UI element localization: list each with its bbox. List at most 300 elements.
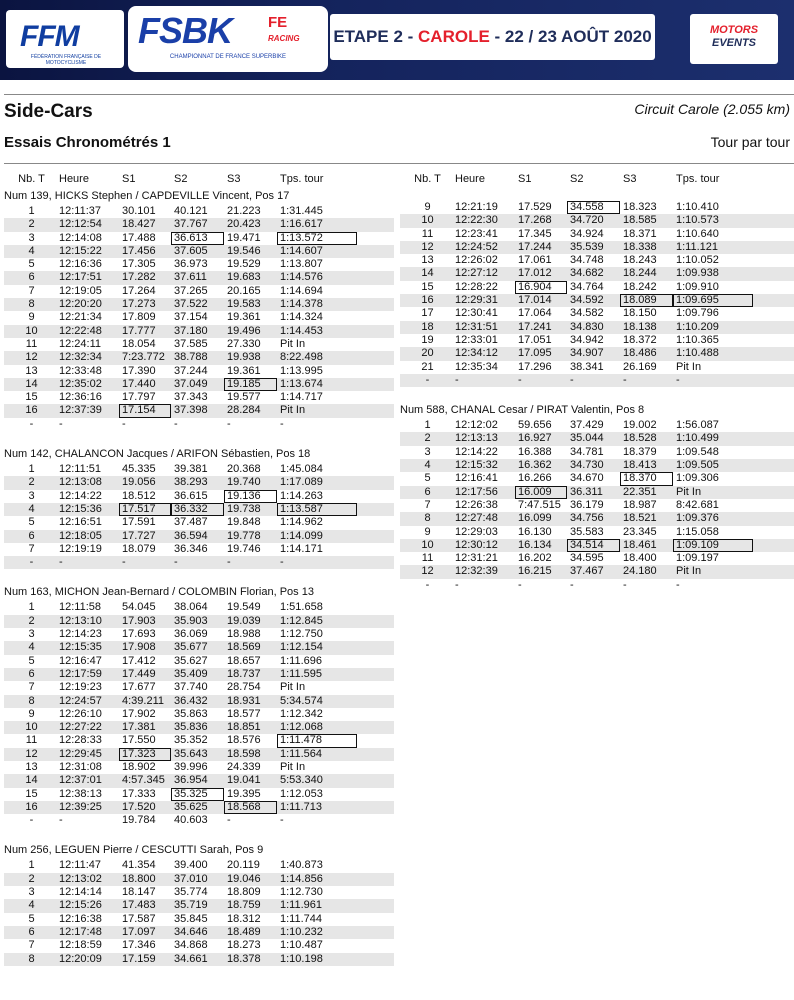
- lap-cell: 12:16:51: [59, 516, 102, 529]
- lap-cell: 4:57.345: [122, 774, 165, 787]
- lap-cell: 19.002: [623, 419, 657, 432]
- lap-cell: 5:53.340: [280, 774, 323, 787]
- lap-cell: 18.598: [227, 747, 261, 760]
- lap-cell: 6: [28, 529, 35, 542]
- lap-cell: 12:18:05: [59, 529, 102, 542]
- lap-cell: 12:15:26: [59, 899, 102, 912]
- lap-row: [4, 628, 394, 641]
- lap-cell: 12:13:10: [59, 614, 102, 627]
- lap-cell: -: [280, 417, 284, 430]
- lap-row: [400, 334, 794, 347]
- lap-cell: 16.266: [518, 472, 552, 485]
- lap-cell: 39.400: [174, 859, 208, 872]
- lap-cell: 17.777: [122, 324, 156, 337]
- lap-row: [400, 347, 794, 360]
- lap-cell: 37.010: [174, 872, 208, 885]
- lap-row: [400, 472, 794, 485]
- lap-cell: 18.150: [623, 307, 657, 320]
- lap-cell: 12: [25, 351, 38, 364]
- lap-cell: 7: [28, 542, 35, 555]
- lap-row: [4, 298, 394, 311]
- lap-cell: 37.585: [174, 337, 208, 350]
- group-spacer: [4, 827, 394, 842]
- lap-row: [4, 258, 394, 271]
- lap-cell: 12:27:48: [455, 512, 498, 525]
- lap-row: [400, 267, 794, 280]
- lap-cell: 35.409: [174, 667, 208, 680]
- competitor-title: Num 256, LEGUEN Pierre / CESCUTTI Sarah, Pos 9: [4, 844, 264, 857]
- stage-number: ETAPE 2 -: [333, 27, 419, 46]
- lap-cell: 12:26:02: [455, 254, 498, 267]
- lap-cell: 12:21:19: [455, 201, 498, 213]
- lap-cell: -: [676, 578, 680, 591]
- lap-cell: 15: [25, 391, 38, 404]
- lap-cell: -: [570, 373, 574, 386]
- top-rule: [4, 94, 794, 95]
- lap-cell: 18.486: [623, 347, 657, 360]
- lap-cell: -: [518, 578, 522, 591]
- lap-cell: 1:16.617: [280, 218, 323, 231]
- lap-cell: 10: [25, 721, 38, 734]
- lap-cell: 17.095: [518, 347, 552, 360]
- lap-cell: 19.395: [227, 787, 261, 800]
- lap-cell: 35.627: [174, 654, 208, 667]
- lap-cell: 19.784: [122, 814, 156, 827]
- lap-cell: 17.051: [518, 333, 552, 346]
- lap-cell: 15: [421, 280, 434, 293]
- lap-cell: 1:12.750: [280, 628, 323, 641]
- lap-cell: 12:17:56: [455, 485, 498, 498]
- lap-cell: 36.332: [171, 503, 224, 516]
- lap-row: [4, 708, 394, 721]
- lap-cell: 45.335: [122, 463, 156, 476]
- lap-cell: 12:35:34: [455, 360, 498, 373]
- lap-cell: 34.582: [570, 307, 604, 320]
- lap-cell: 1:12.053: [280, 787, 323, 800]
- column-header: Tps. tour: [280, 173, 324, 186]
- lap-cell: 17.296: [518, 360, 552, 373]
- lap-row: [4, 245, 394, 258]
- lap-cell: 6: [28, 271, 35, 284]
- lap-cell: 12:23:41: [455, 227, 498, 240]
- lap-cell: 12:24:52: [455, 240, 498, 253]
- lap-cell: 12:24:11: [59, 337, 102, 350]
- lap-row: [400, 499, 794, 512]
- lap-cell: 4: [28, 641, 35, 654]
- lap-cell: 15: [25, 787, 38, 800]
- lap-cell: Pit In: [280, 404, 306, 417]
- lap-cell: 18.400: [623, 552, 657, 565]
- lap-cell: 1:09.695: [673, 294, 753, 307]
- lap-row: [4, 814, 394, 827]
- lap-cell: 4: [28, 244, 35, 257]
- lap-cell: 1:12.342: [280, 707, 323, 720]
- lap-cell: 12:15:32: [455, 459, 498, 472]
- lap-row: [400, 361, 794, 374]
- lap-row: [4, 655, 394, 668]
- lap-row: [400, 446, 794, 459]
- lap-cell: 34.756: [570, 512, 604, 525]
- lap-cell: 12:32:39: [455, 565, 498, 578]
- lap-cell: 1:09.548: [676, 445, 719, 458]
- lap-cell: 5: [28, 258, 35, 271]
- lap-cell: 12:11:47: [59, 859, 102, 872]
- lap-cell: 18.569: [227, 641, 261, 654]
- lap-cell: 14: [25, 377, 38, 390]
- lap-cell: 34.781: [570, 445, 604, 458]
- lap-cell: 1:11.713: [280, 800, 323, 813]
- lap-cell: 17.273: [122, 298, 156, 311]
- motors-word: MOTORS: [709, 24, 759, 36]
- lap-cell: Pit In: [280, 760, 306, 773]
- lap-cell: 17.064: [518, 307, 552, 320]
- lap-cell: 17.727: [122, 529, 156, 542]
- lap-cell: 17.390: [122, 364, 156, 377]
- lap-cell: 1:51.658: [280, 601, 323, 614]
- lap-row: [400, 214, 794, 227]
- lap-row: [4, 271, 394, 284]
- lap-cell: 1:10.499: [676, 432, 719, 445]
- lap-cell: 1:10.052: [676, 254, 719, 267]
- lap-cell: 1:12.068: [280, 721, 323, 734]
- lap-row: [4, 516, 394, 529]
- lap-row: [4, 338, 394, 351]
- lap-cell: 1:12.845: [280, 614, 323, 627]
- fsbk-logo-subtitle: CHAMPIONNAT DE FRANCE SUPERBIKE: [169, 54, 287, 60]
- lap-row: [4, 556, 394, 569]
- event-stage-label: [330, 14, 655, 60]
- lap-cell: 12:14:22: [455, 445, 498, 458]
- lap-cell: 8: [28, 952, 35, 965]
- lap-cell: 1: [28, 463, 35, 476]
- lap-cell: 12:34:12: [455, 347, 498, 360]
- page-title: Side-Cars: [4, 101, 93, 122]
- lap-cell: 1:14.171: [280, 542, 323, 555]
- lap-cell: 19.738: [227, 502, 261, 515]
- lap-cell: -: [623, 373, 627, 386]
- session-title: Essais Chronométrés 1: [4, 134, 171, 151]
- lap-cell: 34.646: [174, 925, 208, 938]
- lap-cell: 12:36:16: [59, 391, 102, 404]
- lap-cell: 12:13:13: [455, 432, 498, 445]
- lap-cell: 1:09.109: [673, 539, 753, 552]
- lap-cell: 1: [28, 601, 35, 614]
- lap-cell: 18.089: [620, 294, 673, 307]
- lap-cell: 1:09.376: [676, 512, 719, 525]
- lap-cell: 12:31:08: [59, 760, 102, 773]
- lap-row: [4, 378, 394, 391]
- header-banner: [0, 0, 794, 80]
- lap-cell: 19.046: [227, 872, 261, 885]
- lap-cell: 12:16:38: [59, 912, 102, 925]
- lap-cell: 34.592: [570, 294, 604, 307]
- lap-cell: 18.512: [122, 489, 156, 502]
- lap-cell: 36.179: [570, 498, 604, 511]
- lap-cell: 34.595: [570, 552, 604, 565]
- lap-cell: 37.467: [570, 565, 604, 578]
- lap-cell: 2: [28, 218, 35, 231]
- lap-cell: 19.136: [224, 490, 277, 503]
- lap-cell: 12:22:30: [455, 214, 498, 227]
- lap-cell: 18.737: [227, 667, 261, 680]
- lap-cell: 12:32:34: [59, 351, 102, 364]
- lap-cell: 1:15.058: [676, 525, 719, 538]
- lap-cell: 13: [25, 364, 38, 377]
- lap-cell: 12:26:10: [59, 707, 102, 720]
- lap-cell: 37.265: [174, 284, 208, 297]
- lap-row: [4, 503, 394, 516]
- lap-cell: 1:14.378: [280, 298, 323, 311]
- lap-cell: 12:19:05: [59, 284, 102, 297]
- lap-cell: 16.099: [518, 512, 552, 525]
- lap-cell: 36.311: [570, 485, 603, 498]
- lap-cell: 28.284: [227, 404, 261, 417]
- lap-cell: 4: [28, 502, 35, 515]
- lap-cell: 18.372: [623, 333, 657, 346]
- lap-cell: 36.594: [174, 529, 208, 542]
- lap-cell: 1:11.478: [277, 734, 357, 747]
- lap-cell: 19.361: [227, 311, 261, 324]
- lap-cell: -: [29, 417, 34, 430]
- lap-cell: 1:09.910: [676, 280, 719, 293]
- lap-cell: 16: [25, 800, 38, 813]
- lap-cell: 12:28:22: [455, 280, 498, 293]
- lap-cell: 1:10.209: [676, 320, 719, 333]
- lap-cell: 18.323: [623, 201, 657, 213]
- lap-cell: 37.605: [174, 244, 208, 257]
- lap-row: [4, 913, 394, 926]
- lap-row: [4, 404, 394, 417]
- lap-cell: 11: [25, 337, 38, 350]
- lap-cell: 2: [28, 872, 35, 885]
- lap-cell: 34.942: [570, 333, 604, 346]
- lap-cell: 18.800: [122, 872, 156, 885]
- lap-cell: 17.908: [122, 641, 156, 654]
- lap-cell: 12:16:47: [59, 654, 102, 667]
- lap-cell: 19.577: [227, 391, 261, 404]
- lap-cell: 16.134: [518, 538, 552, 551]
- lap-cell: 19.746: [227, 542, 261, 555]
- motors-events-logo: [690, 14, 778, 64]
- lap-cell: 18.577: [227, 707, 261, 720]
- lap-cell: 27.330: [227, 337, 261, 350]
- lap-cell: 12:20:20: [59, 298, 102, 311]
- lap-cell: 12:19:23: [59, 681, 102, 694]
- lap-cell: 18.379: [623, 445, 657, 458]
- lap-cell: 18.312: [227, 912, 261, 925]
- lap-cell: 1:11.961: [280, 899, 323, 912]
- lap-cell: 1:12.154: [280, 641, 323, 654]
- lap-cell: 16: [25, 404, 38, 417]
- lap-row: [400, 281, 794, 294]
- group-spacer: [4, 569, 394, 584]
- lap-cell: 23.345: [623, 525, 657, 538]
- lap-cell: Pit In: [676, 485, 702, 498]
- lap-row: [4, 899, 394, 912]
- lap-cell: 59.656: [518, 419, 552, 432]
- lap-cell: 34.661: [174, 952, 208, 965]
- lap-cell: 4:39.211: [122, 694, 165, 707]
- lap-cell: 17.061: [518, 254, 552, 267]
- lap-cell: -: [570, 578, 574, 591]
- lap-cell: 14: [421, 267, 434, 280]
- lap-cell: 12: [421, 240, 434, 253]
- lap-cell: 1:14.962: [280, 516, 323, 529]
- lap-cell: 1:10.410: [676, 201, 719, 213]
- lap-cell: 1:17.089: [280, 476, 323, 489]
- lap-row: [4, 859, 394, 872]
- lap-row: [4, 788, 394, 801]
- lap-row: [400, 486, 794, 499]
- lap-cell: 12:11:58: [59, 601, 102, 614]
- lap-cell: 7: [424, 498, 431, 511]
- lap-cell: 9: [424, 525, 431, 538]
- lap-row: [4, 601, 394, 614]
- lap-cell: 34.720: [570, 214, 604, 227]
- lap-cell: 1:13.587: [277, 503, 357, 516]
- lap-cell: 2: [424, 432, 431, 445]
- lap-cell: 12:15:36: [59, 502, 102, 515]
- lap-cell: 54.045: [122, 601, 156, 614]
- lap-cell: 19: [421, 333, 434, 346]
- lap-row: [4, 668, 394, 681]
- lap-cell: 18.759: [227, 899, 261, 912]
- lap-cell: 41.354: [122, 859, 156, 872]
- lap-cell: 5: [28, 516, 35, 529]
- lap-cell: 12:14:22: [59, 489, 102, 502]
- lap-cell: 18.370: [620, 472, 673, 485]
- lap-cell: 8: [28, 298, 35, 311]
- group-spacer: [400, 387, 794, 402]
- column-header: Nb. T: [414, 173, 441, 186]
- lap-row: [400, 241, 794, 254]
- lap-cell: 34.830: [570, 320, 604, 333]
- lap-cell: 19.549: [227, 601, 261, 614]
- lap-cell: 22.351: [623, 485, 657, 498]
- fsbk-logo-text: FSBK: [138, 10, 232, 51]
- lap-cell: 8: [28, 694, 35, 707]
- lap-cell: 36.954: [174, 774, 208, 787]
- lap-cell: 10: [421, 214, 434, 227]
- column-header: Nb. T: [18, 173, 45, 186]
- lap-cell: Pit In: [280, 337, 306, 350]
- lap-cell: 11: [421, 227, 434, 240]
- lap-cell: 1:10.573: [676, 214, 719, 227]
- column-header: S1: [122, 173, 136, 186]
- lap-cell: 1:14.576: [280, 271, 323, 284]
- lap-cell: 5: [28, 912, 35, 925]
- lap-row: [400, 419, 794, 432]
- lap-cell: 1:56.087: [676, 419, 719, 432]
- ffm-logo: [6, 10, 124, 68]
- lap-cell: 1:13.674: [280, 377, 323, 390]
- lap-cell: 9: [28, 311, 35, 324]
- lap-cell: 24.339: [227, 760, 261, 773]
- lap-cell: 10: [421, 538, 434, 551]
- lap-cell: -: [174, 417, 178, 430]
- lap-cell: 6: [28, 925, 35, 938]
- lap-cell: 18.371: [623, 227, 657, 240]
- lap-row: [400, 565, 794, 578]
- lap-cell: 17.591: [122, 516, 156, 529]
- lap-cell: 12:20:09: [59, 952, 102, 965]
- lap-cell: 6: [28, 667, 35, 680]
- lap-cell: -: [227, 814, 231, 827]
- column-header: S3: [623, 173, 637, 186]
- lap-cell: 19.848: [227, 516, 261, 529]
- lap-cell: 12:31:21: [455, 552, 498, 565]
- lap-cell: 38.064: [174, 601, 208, 614]
- lap-cell: 17.902: [122, 707, 156, 720]
- lap-cell: 12:39:25: [59, 800, 102, 813]
- lap-cell: 12:17:48: [59, 925, 102, 938]
- lap-cell: 28.754: [227, 681, 261, 694]
- lap-cell: 1:31.445: [280, 205, 323, 217]
- lap-cell: 18.079: [122, 542, 156, 555]
- lap-cell: -: [59, 417, 63, 430]
- lap-cell: 12:17:51: [59, 271, 102, 284]
- lap-cell: 37.487: [174, 516, 208, 529]
- lap-cell: 12:19:19: [59, 542, 102, 555]
- lap-cell: -: [280, 556, 284, 569]
- lap-cell: 37.049: [174, 377, 208, 390]
- lap-cell: 12:38:13: [59, 787, 102, 800]
- lap-cell: 35.325: [171, 788, 224, 801]
- lap-cell: 38.293: [174, 476, 208, 489]
- lap-cell: 12:12:54: [59, 218, 102, 231]
- lap-cell: 34.682: [570, 267, 604, 280]
- lap-cell: 4: [424, 459, 431, 472]
- lap-row: [4, 886, 394, 899]
- lap-cell: 18.378: [227, 952, 261, 965]
- lap-row: [4, 490, 394, 503]
- lap-cell: 17.903: [122, 614, 156, 627]
- column-header: Tps. tour: [676, 173, 720, 186]
- lap-cell: 13: [421, 254, 434, 267]
- lap-cell: 11: [25, 734, 38, 747]
- lap-cell: 34.670: [570, 472, 604, 485]
- lap-cell: 20.368: [227, 463, 261, 476]
- lap-cell: 37.740: [174, 681, 208, 694]
- lap-cell: 12:30:12: [455, 538, 498, 551]
- lap-cell: 19.938: [227, 351, 261, 364]
- lap-cell: 12:14:08: [59, 231, 102, 244]
- lap-cell: 12:28:33: [59, 734, 102, 747]
- lap-cell: 40.603: [174, 814, 208, 827]
- lap-cell: 35.719: [174, 899, 208, 912]
- lap-cell: 36.973: [174, 258, 208, 271]
- lap-cell: 1:11.696: [280, 654, 323, 667]
- lap-cell: 1:13.995: [280, 364, 323, 377]
- lap-cell: 34.730: [570, 459, 604, 472]
- lap-cell: 19.546: [227, 244, 261, 257]
- lap-cell: 8:42.681: [676, 498, 719, 511]
- lap-cell: 17.323: [119, 748, 171, 761]
- lap-cell: 34.514: [567, 539, 620, 552]
- lap-cell: 8: [424, 512, 431, 525]
- lap-cell: 18.585: [623, 214, 657, 227]
- lap-cell: Pit In: [280, 681, 306, 694]
- lap-cell: 10: [25, 324, 38, 337]
- lap-row: [400, 321, 794, 334]
- stage-circuit: CAROLE: [418, 27, 490, 46]
- lap-cell: 1:10.640: [676, 227, 719, 240]
- lap-cell: 18.851: [227, 721, 261, 734]
- lap-cell: 1:11.744: [280, 912, 323, 925]
- lap-row: [4, 351, 394, 364]
- lap-cell: 6: [424, 485, 431, 498]
- lap-row: [4, 761, 394, 774]
